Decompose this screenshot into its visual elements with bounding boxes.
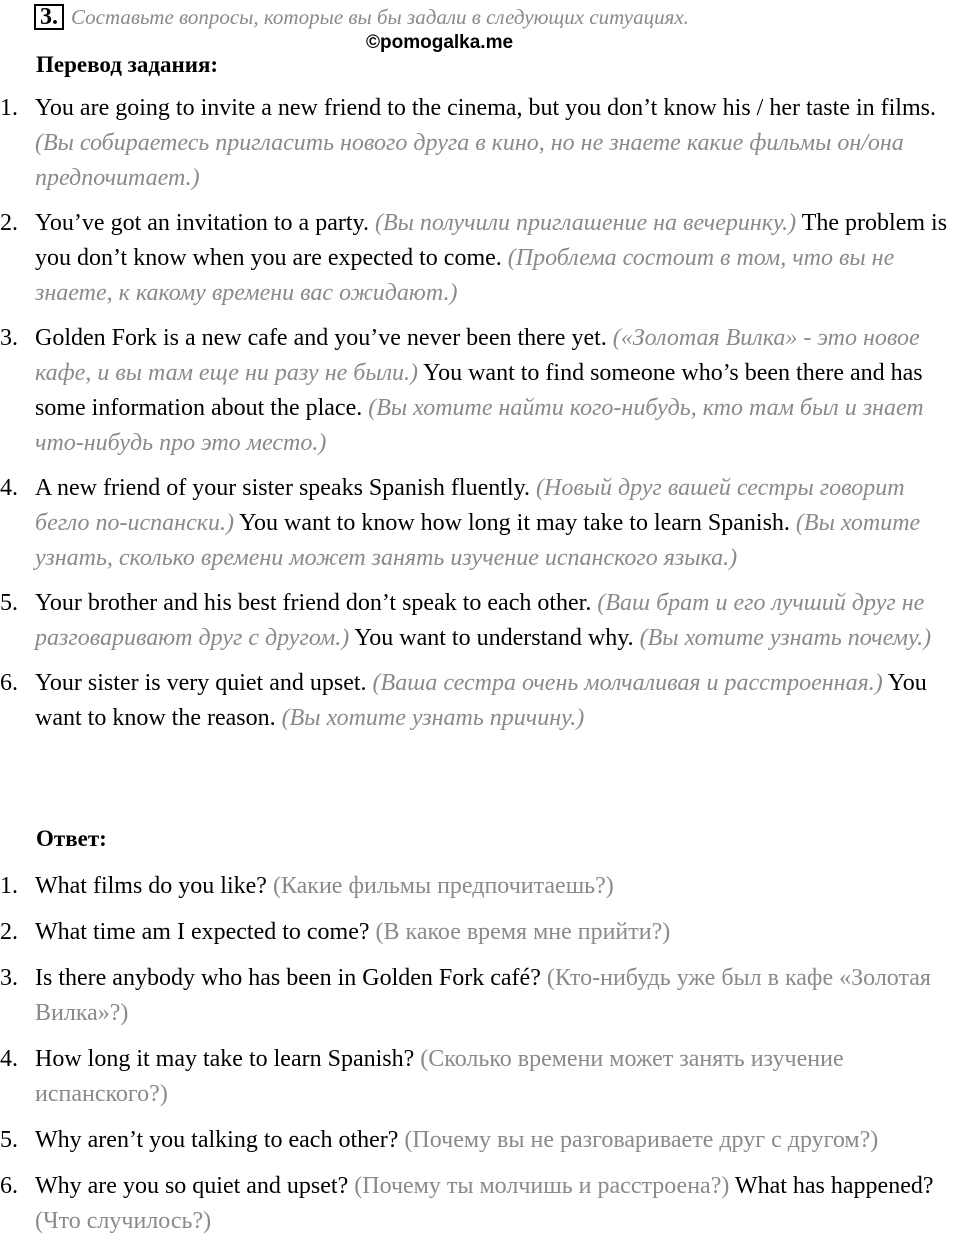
english-text: You’ve got an invitation to a party.	[35, 210, 369, 236]
situations-list	[0, 91, 960, 746]
russian-translation: (Вы хотите узнать, сколько времени может занять изучение испанского языка.)	[35, 510, 921, 571]
answer-item	[0, 1123, 960, 1158]
russian-translation: (Кто-нибудь уже был в кафе «Золотая Вилка»?)	[35, 965, 931, 1026]
translation-heading: Перевод задания:	[36, 52, 219, 77]
russian-translation: (Вы получили приглашение на вечеринку.)	[374, 210, 797, 236]
task-header	[34, 4, 689, 32]
english-text: You are going to invite a new friend to the cinema, but you don’t know his / her taste in films.	[35, 95, 936, 121]
russian-translation: (Вы хотите узнать причину.)	[281, 705, 585, 731]
task-instruction: Составьте вопросы, которые вы бы задали в следующих ситуациях.	[71, 5, 689, 29]
task-number: 3.	[34, 4, 64, 30]
item-number: 2.	[0, 919, 18, 945]
english-text: The problem is you don’t know when you are expected to come.	[35, 210, 948, 271]
russian-translation: (Что случилось?)	[35, 1208, 212, 1234]
russian-translation: (Почему ты молчишь и расстроена?)	[354, 1173, 730, 1199]
english-text: You want to know how long it may take to learn Spanish.	[239, 510, 790, 536]
situation-item	[0, 321, 960, 461]
english-text: A new friend of your sister speaks Spanish fluently.	[35, 475, 531, 501]
answer-item	[0, 869, 960, 904]
item-number: 3.	[0, 325, 18, 351]
answer-item	[0, 961, 960, 1031]
english-text: What has happened?	[734, 1173, 934, 1199]
russian-translation: (Какие фильмы предпочитаешь?)	[272, 873, 614, 899]
watermark: ©pomogalka.me	[366, 32, 514, 53]
english-text: How long it may take to learn Spanish?	[35, 1046, 415, 1072]
english-text: You want to know the reason.	[35, 670, 927, 731]
answer-item	[0, 915, 960, 950]
english-text: Your brother and his best friend don’t speak to each other.	[35, 590, 592, 616]
english-text: Why aren’t you talking to each other?	[35, 1127, 399, 1153]
english-text: You want to understand why.	[354, 625, 634, 651]
item-number: 6.	[0, 670, 18, 696]
russian-translation: (В какое время мне прийти?)	[375, 919, 671, 945]
english-text: What time am I expected to come?	[35, 919, 370, 945]
item-number: 5.	[0, 1127, 18, 1153]
russian-translation: (Сколько времени может занять изучение испанского?)	[35, 1046, 844, 1107]
english-text: What films do you like?	[35, 873, 267, 899]
russian-translation: (Проблема состоит в том, что вы не знаете, к какому времени вас ожидают.)	[35, 245, 895, 306]
russian-translation: (Вы собираетесь пригласить нового друга в кино, но не знаете какие фильмы он/она предпочитает.)	[35, 130, 904, 191]
english-text: Is there anybody who has been in Golden Fork café?	[35, 965, 541, 991]
english-text: Golden Fork is a new cafe and you’ve never been there yet.	[35, 325, 607, 351]
russian-translation: (Вы хотите узнать почему.)	[639, 625, 932, 651]
russian-translation: (Вы хотите найти кого-нибудь, кто там был и знает что-нибудь про это место.)	[35, 395, 924, 456]
situation-item	[0, 91, 960, 196]
item-number: 2.	[0, 210, 18, 236]
item-number: 1.	[0, 873, 18, 899]
english-text: Why are you so quiet and upset?	[35, 1173, 349, 1199]
answer-item	[0, 1042, 960, 1112]
item-number: 6.	[0, 1173, 18, 1199]
situation-item	[0, 471, 960, 576]
russian-translation: («Золотая Вилка» - это новое кафе, и вы там еще ни разу не были.)	[35, 325, 920, 386]
russian-translation: (Новый друг вашей сестры говорит бегло по-испански.)	[35, 475, 905, 536]
situation-item	[0, 586, 960, 656]
item-number: 5.	[0, 590, 18, 616]
english-text: You want to find someone who’s been there and has some information about the place.	[35, 360, 923, 421]
answers-list	[0, 869, 960, 1250]
answer-heading: Ответ:	[36, 826, 107, 851]
item-number: 4.	[0, 1046, 18, 1072]
russian-translation: (Ваша сестра очень молчаливая и расстроенная.)	[372, 670, 883, 696]
item-number: 1.	[0, 95, 18, 121]
situation-item	[0, 666, 960, 736]
russian-translation: (Почему вы не разговариваете друг с другом?)	[404, 1127, 879, 1153]
english-text: Your sister is very quiet and upset.	[35, 670, 367, 696]
situation-item	[0, 206, 960, 311]
item-number: 4.	[0, 475, 18, 501]
item-number: 3.	[0, 965, 18, 991]
russian-translation: (Ваш брат и его лучший друг не разговаривают друг с другом.)	[35, 590, 925, 651]
answer-item	[0, 1169, 960, 1239]
